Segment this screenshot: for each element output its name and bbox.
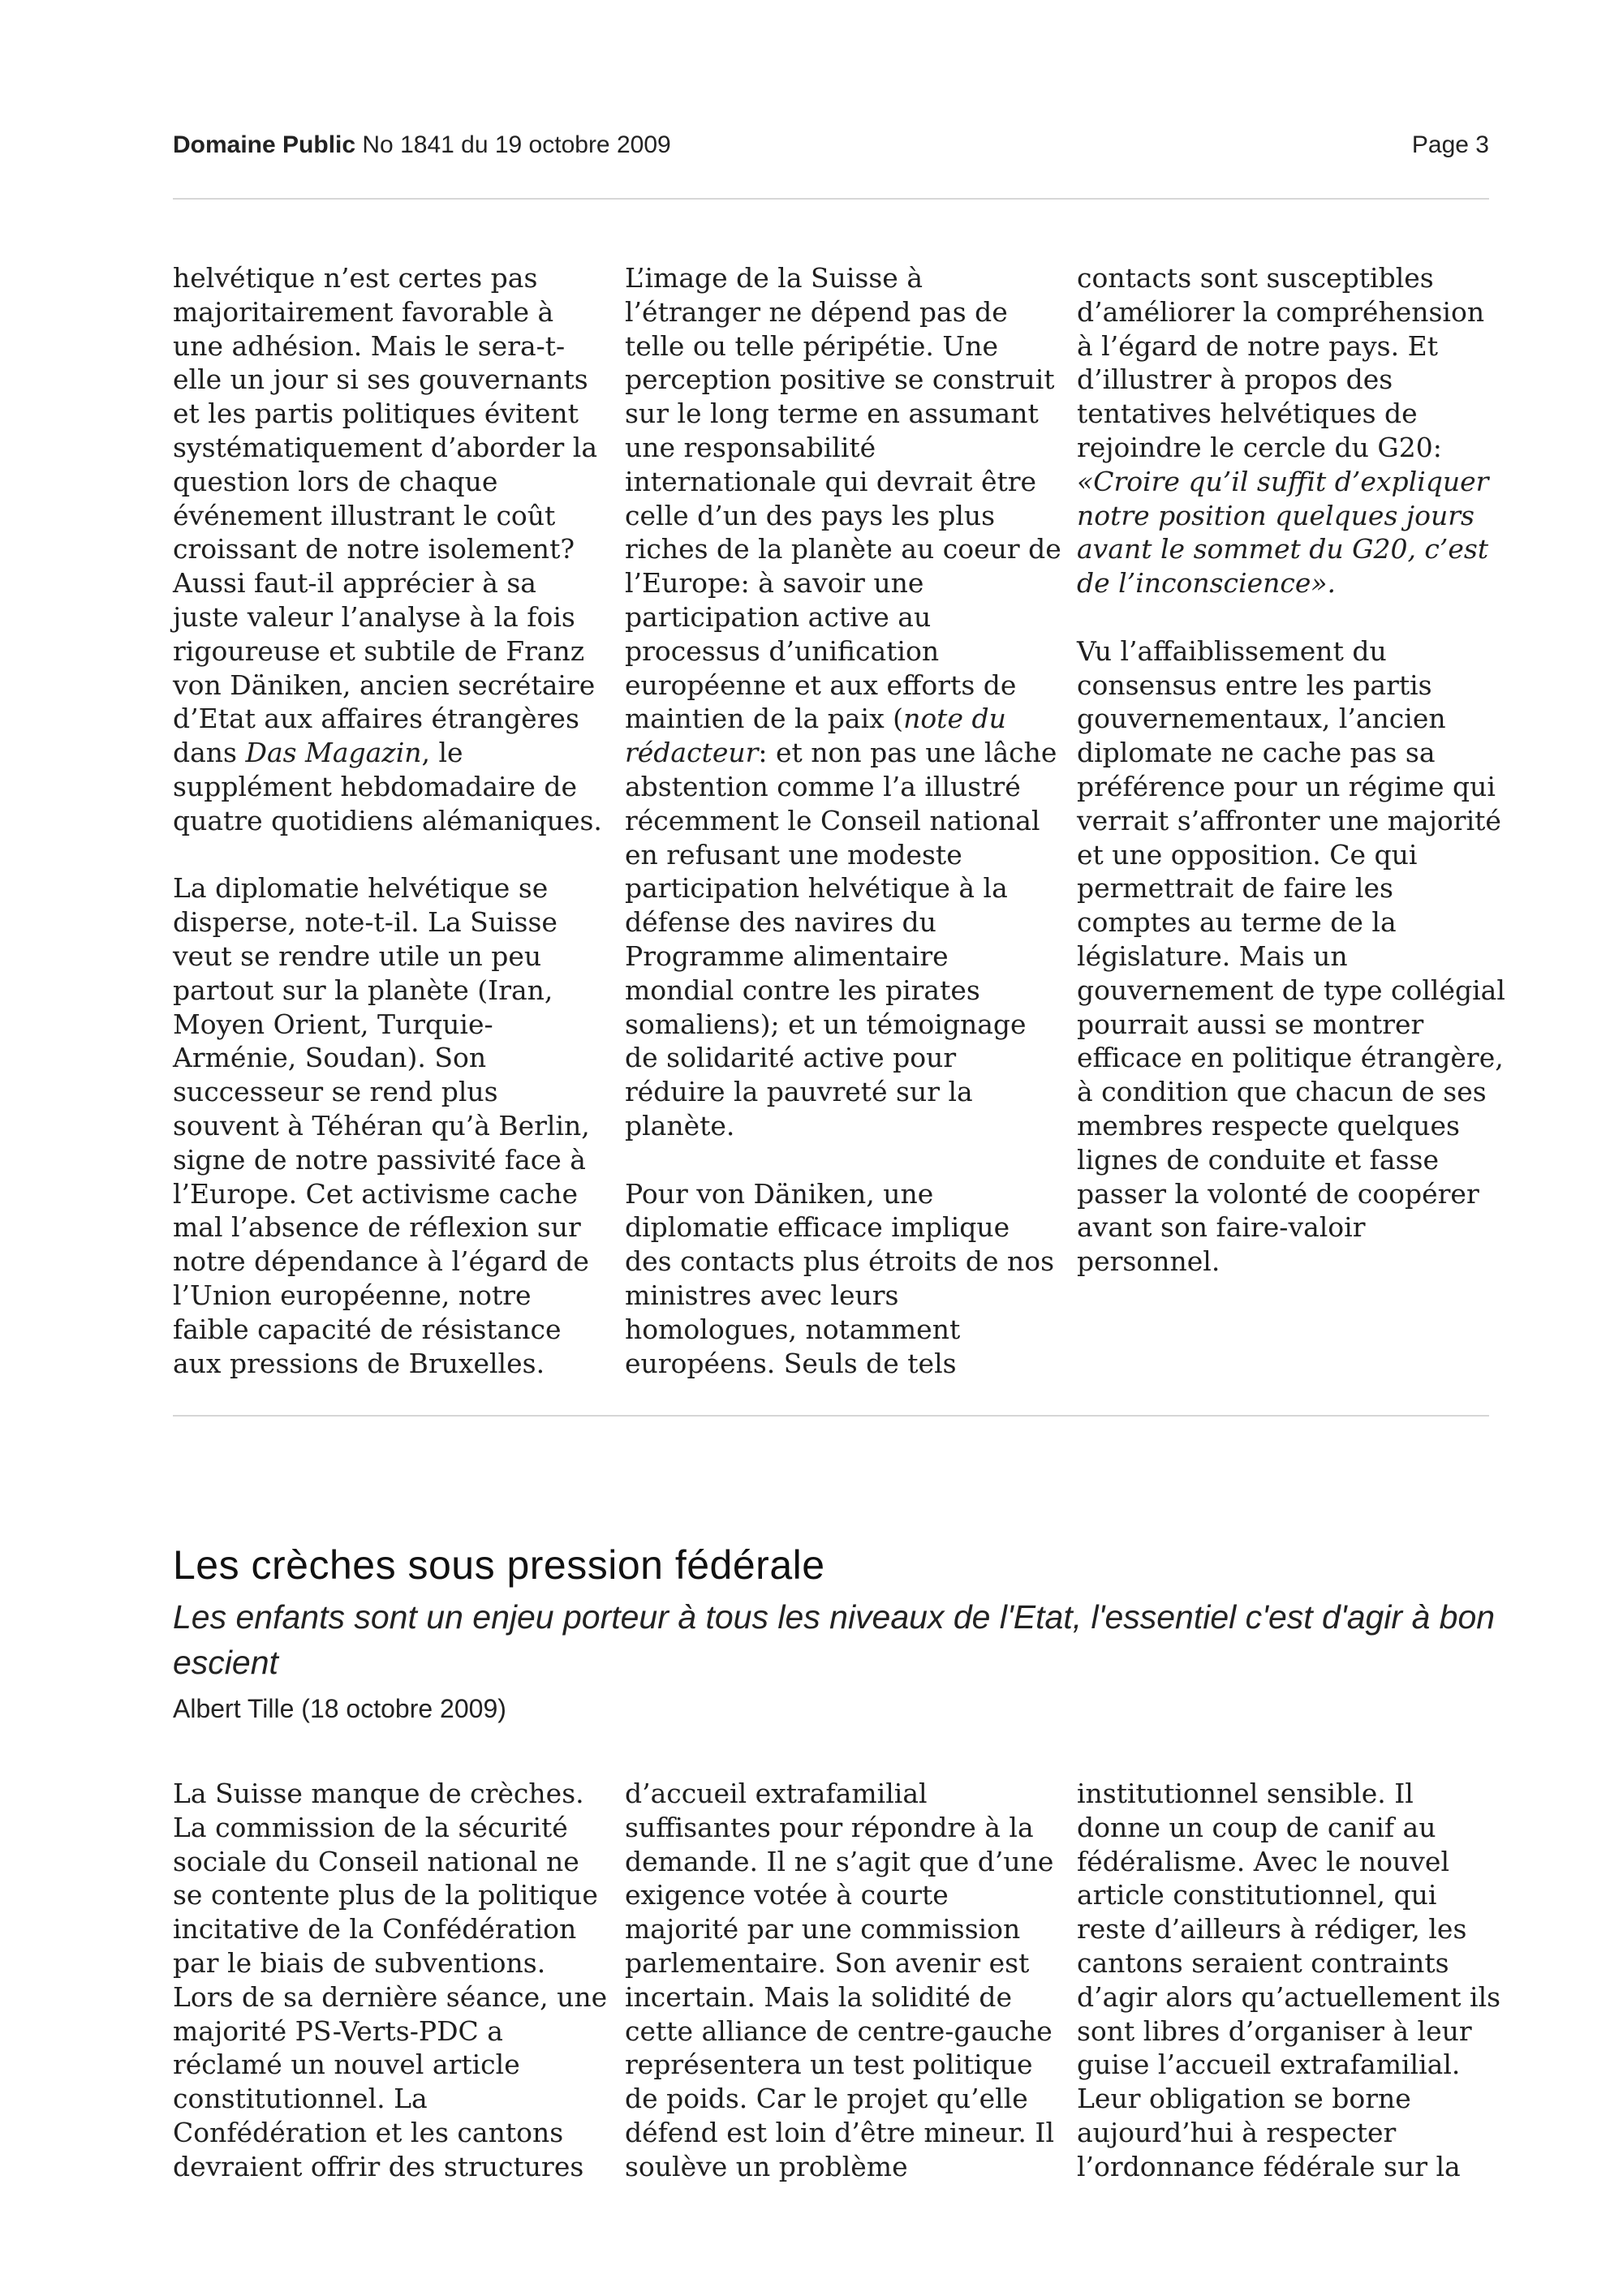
text-line: pourrait aussi se montrer bbox=[1077, 1008, 1424, 1040]
text-line: une responsabilité bbox=[625, 431, 876, 463]
text-line: récemment le Conseil national bbox=[625, 804, 1040, 836]
text-line: d’agir alors qu’actuellement ils bbox=[1077, 1980, 1501, 2013]
text-line: une adhésion. Mais le sera-t- bbox=[173, 329, 566, 362]
article1-col2-paragraph-2 bbox=[625, 1177, 1055, 1381]
text-line: représentera un test politique bbox=[625, 2049, 1033, 2081]
text-line: Vu l’affaiblissement du bbox=[1077, 634, 1387, 667]
text-line: verrait s’affronter une majorité bbox=[1077, 804, 1501, 836]
text-line: défense des navires du bbox=[625, 906, 936, 939]
text-line: aux pressions de Bruxelles. bbox=[173, 1347, 545, 1379]
text-line: Moyen Orient, Turquie- bbox=[173, 1008, 493, 1040]
text-line: Lors de sa dernière séance, une bbox=[173, 1980, 608, 2013]
text-line: personnel. bbox=[1077, 1245, 1220, 1278]
article1-col3-paragraph-2 bbox=[1077, 634, 1507, 1279]
text-line: participation helvétique à la bbox=[625, 872, 1008, 905]
text-line: Pour von Däniken, une bbox=[625, 1177, 934, 1210]
text-line: gouvernementaux, l’ancien bbox=[1077, 703, 1446, 735]
article1-col3-paragraph-1 bbox=[1077, 261, 1507, 600]
text-line: l’Europe. Cet activisme cache bbox=[173, 1177, 579, 1210]
text-line: veut se rendre utile un peu bbox=[173, 939, 542, 972]
text-line: gouvernement de type collégial bbox=[1077, 974, 1505, 1006]
text-line: elle un jour si ses gouvernants bbox=[173, 363, 588, 396]
text-line: majorité PS-Verts-PDC a bbox=[173, 2014, 503, 2047]
text-line: partout sur la planète (Iran, bbox=[173, 974, 553, 1006]
text-line: question lors de chaque bbox=[173, 465, 498, 497]
text-line: par le biais de subventions. bbox=[173, 1946, 546, 1979]
text-line: de solidarité active pour bbox=[625, 1042, 957, 1074]
text-line: tentatives helvétiques de bbox=[1077, 398, 1418, 430]
article1-col1-paragraph-1: helvétique n’est certes pas majoritairement favorable à une adhésion. Mais le sera-t- elle un jour si ses gouvernants et les partis politiques évitent systématiquement d’aborder la question lors de chaque événement illustrant le coût croissant de notre isolement? Aussi faut-il apprécier à sa juste valeur l’analyse à la fois rigoureuse et subtile de Franz von Däniken, ancien secrétaire d’Etat aux affaires étrangères dans Das Magazin, le supplément hebdomadaire de quatre quotidiens alémaniques. bbox=[173, 262, 602, 836]
text-line: homologues, notamment bbox=[625, 1313, 961, 1345]
text-line: consensus entre les partis bbox=[1077, 669, 1432, 701]
text-line: aujourd’hui à respecter bbox=[1077, 2116, 1397, 2148]
g20-quote bbox=[1077, 465, 1507, 600]
text-line: diplomatie efficace implique bbox=[625, 1211, 1010, 1244]
header-divider bbox=[173, 198, 1489, 200]
article2-title: Les crèches sous pression fédérale bbox=[173, 1542, 825, 1588]
text-line: majorité par une commission bbox=[625, 1913, 1021, 1946]
text-line: membres respecte quelques bbox=[1077, 1109, 1460, 1142]
text-line: constitutionnel. La bbox=[173, 2083, 428, 2115]
text-line: processus d’unification bbox=[625, 634, 940, 667]
text-line: parlementaire. Son avenir est bbox=[625, 1946, 1030, 1979]
text-line: helvétique n’est certes pas bbox=[173, 262, 538, 294]
article1-col2-paragraph-1: L’image de la Suisse à l’étranger ne dépend pas de telle ou telle péripétie. Une perception positive se construit sur le long terme en assumant une responsabilité internationale qui devrait être celle d’un des pays les plus riches de la planète au coeur de l’Europe: à savoir une participation active au processus d’unification européenne et aux efforts de maintien de la paix (note du rédacteur: et non pas une lâche abstention comme l’a illustré récemment le Conseil national en refusant une modeste participation helvétique à la défense des navires du Programme alimentaire mondial contre les pirates somaliens); et un témoignage de solidarité active pour réduire la pauvreté sur la planète. bbox=[625, 262, 1061, 1142]
text-line: rejoindre le cercle du G20: bbox=[1077, 431, 1442, 463]
text-line: successeur se rend plus bbox=[173, 1076, 498, 1108]
magazine-title: Das Magazin bbox=[245, 737, 422, 769]
text-line: von Däniken, ancien secrétaire bbox=[173, 669, 596, 701]
text-line: l’étranger ne dépend pas de bbox=[625, 295, 1008, 328]
text-line: notre dépendance à l’égard de bbox=[173, 1245, 589, 1278]
text-line: sont libres d’organiser à leur bbox=[1077, 2014, 1472, 2047]
text-line: sur le long terme en assumant bbox=[625, 398, 1039, 430]
text-line: Aussi faut-il apprécier à sa bbox=[173, 567, 536, 600]
text-line: lignes de conduite et fasse bbox=[1077, 1143, 1439, 1176]
article2-byline: Albert Tille (18 octobre 2009) bbox=[173, 1694, 506, 1723]
text-line: incertain. Mais la solidité de bbox=[625, 1980, 1013, 2013]
text-line: participation active au bbox=[625, 600, 932, 633]
text-line: La diplomatie helvétique se bbox=[173, 872, 549, 905]
editor-note: note du bbox=[903, 703, 1006, 735]
text-line: avant le sommet du G20, c’est bbox=[1077, 533, 1489, 565]
text-line: défend est loin d’être mineur. Il bbox=[625, 2116, 1054, 2148]
article1-column-1 bbox=[173, 261, 603, 1414]
text-line: l’ordonnance fédérale sur la bbox=[1077, 2150, 1461, 2182]
text-line: demande. Il ne s’agit que d’une bbox=[625, 1845, 1054, 1877]
text-line: devraient offrir des structures bbox=[173, 2150, 584, 2182]
text-line: La commission de la sécurité bbox=[173, 1811, 568, 1843]
text-line: contacts sont susceptibles bbox=[1077, 262, 1434, 294]
text-line: permettrait de faire les bbox=[1077, 872, 1393, 905]
text-line: mondial contre les pirates bbox=[625, 974, 980, 1006]
article1-col1-paragraph-2 bbox=[173, 871, 603, 1380]
text-line: diplomate ne cache pas sa bbox=[1077, 737, 1436, 769]
text-line: souvent à Téhéran qu’à Berlin, bbox=[173, 1109, 590, 1142]
article1-column-3 bbox=[1077, 261, 1507, 1313]
text-line: européens. Seuls de tels bbox=[625, 1347, 957, 1379]
editor-note-2: rédacteur bbox=[625, 737, 759, 769]
text-line: d’illustrer à propos des bbox=[1077, 363, 1393, 396]
text-line: Arménie, Soudan). Son bbox=[173, 1042, 487, 1074]
text-line: cantons seraient contraints bbox=[1077, 1946, 1449, 1979]
text-line: d’améliorer la compréhension bbox=[1077, 295, 1485, 328]
issue-info: No 1841 du 19 octobre 2009 bbox=[362, 131, 671, 158]
text-line: signe de notre passivité face à bbox=[173, 1143, 586, 1176]
text-line: croissant de notre isolement? bbox=[173, 533, 575, 565]
text-line: événement illustrant le coût bbox=[173, 499, 556, 531]
text-line: sociale du Conseil national ne bbox=[173, 1845, 579, 1877]
text-line: européenne et aux efforts de bbox=[625, 669, 1017, 701]
text-line: article constitutionnel, qui bbox=[1077, 1879, 1437, 1911]
article2-col3-paragraph bbox=[1077, 1777, 1507, 2184]
text-line: Programme alimentaire bbox=[625, 939, 949, 972]
text-line: à condition que chacun de ses bbox=[1077, 1076, 1487, 1108]
text-line: juste valeur l’analyse à la fois bbox=[173, 600, 575, 633]
text-line: efficace en politique étrangère, bbox=[1077, 1042, 1504, 1074]
text-line: des contacts plus étroits de nos bbox=[625, 1245, 1055, 1278]
text-line: suffisantes pour répondre à la bbox=[625, 1811, 1034, 1843]
text-line: telle ou telle péripétie. Une bbox=[625, 329, 999, 362]
text-line: supplément hebdomadaire de bbox=[173, 770, 578, 802]
text-line: de l’inconscience». bbox=[1077, 567, 1337, 600]
text-line: institutionnel sensible. Il bbox=[1077, 1778, 1414, 1809]
text-line: disperse, note-t-il. La Suisse bbox=[173, 906, 558, 939]
text-line: faible capacité de résistance bbox=[173, 1313, 562, 1345]
text-line: d’accueil extrafamilial bbox=[625, 1778, 928, 1809]
text-line: reste d’ailleurs à rédiger, les bbox=[1077, 1913, 1467, 1946]
text-line: Confédération et les cantons bbox=[173, 2116, 564, 2148]
text-line: fédéralisme. Avec le nouvel bbox=[1077, 1845, 1450, 1877]
text-line: réduire la pauvreté sur la bbox=[625, 1076, 973, 1108]
text-line: et une opposition. Ce qui bbox=[1077, 838, 1418, 871]
text-line: perception positive se construit bbox=[625, 363, 1055, 396]
article2-col1-paragraph bbox=[173, 1777, 608, 2184]
page-header bbox=[173, 131, 1489, 172]
text-line: «Croire qu’il suffit d’expliquer bbox=[1077, 465, 1489, 497]
publication-name: Domaine Public bbox=[173, 131, 356, 158]
text-line: somaliens); et un témoignage bbox=[625, 1008, 1027, 1040]
text-line: quatre quotidiens alémaniques. bbox=[173, 804, 602, 836]
text-line: exigence votée à courte bbox=[625, 1879, 949, 1911]
text-line: et les partis politiques évitent bbox=[173, 398, 579, 430]
text-line: cette alliance de centre-gauche bbox=[625, 2014, 1053, 2047]
text-line: celle d’un des pays les plus bbox=[625, 499, 996, 531]
text-line: préférence pour un régime qui bbox=[1077, 770, 1496, 802]
text-line: systématiquement d’aborder la bbox=[173, 431, 598, 463]
text-line: La Suisse manque de crèches. bbox=[173, 1778, 584, 1809]
text-line: Leur obligation se borne bbox=[1077, 2083, 1411, 2115]
article2-column-3 bbox=[1077, 1777, 1507, 2217]
text-line: notre position quelques jours bbox=[1077, 499, 1474, 531]
article1-column-2 bbox=[625, 261, 1061, 1414]
text-line: ministres avec leurs bbox=[625, 1279, 899, 1311]
text-line: en refusant une modeste bbox=[625, 838, 962, 871]
text-line: réclamé un nouvel article bbox=[173, 2049, 520, 2081]
text-line: L’image de la Suisse à bbox=[625, 262, 923, 294]
article2-col2-paragraph bbox=[625, 1777, 1055, 2184]
page-number: Page 3 bbox=[1411, 131, 1489, 158]
text-line: comptes au terme de la bbox=[1077, 906, 1397, 939]
text-line: incitative de la Confédération bbox=[173, 1913, 577, 1946]
text-line: guise l’accueil extrafamilial. bbox=[1077, 2049, 1461, 2081]
text-line: majoritairement favorable à bbox=[173, 295, 554, 328]
article2-subtitle: Les enfants sont un enjeu porteur à tous les niveaux de l'Etat, l'essentiel c'est d'agir à bon escient bbox=[173, 1598, 1496, 1681]
text-line: de poids. Car le projet qu’elle bbox=[625, 2083, 1028, 2115]
text-line: l’Europe: à savoir une bbox=[625, 567, 924, 600]
text-line: donne un coup de canif au bbox=[1077, 1811, 1436, 1843]
text-line: soulève un problème bbox=[625, 2150, 908, 2182]
text-line: riches de la planète au coeur de bbox=[625, 533, 1061, 565]
article2-column-1 bbox=[173, 1777, 608, 2217]
text-line: à l’égard de notre pays. Et bbox=[1077, 329, 1438, 362]
text-line: d’Etat aux affaires étrangères bbox=[173, 703, 579, 735]
text-line: internationale qui devrait être bbox=[625, 465, 1037, 497]
text-line: rigoureuse et subtile de Franz bbox=[173, 634, 585, 667]
article2-column-2 bbox=[625, 1777, 1055, 2217]
text-line: planète. bbox=[625, 1109, 735, 1142]
text-line: mal l’absence de réflexion sur bbox=[173, 1211, 581, 1244]
text-line: passer la volonté de coopérer bbox=[1077, 1177, 1479, 1210]
text-line: avant son faire-valoir bbox=[1077, 1211, 1366, 1244]
article-divider bbox=[173, 1415, 1489, 1417]
text-line: législature. Mais un bbox=[1077, 939, 1348, 972]
text-line: l’Union européenne, notre bbox=[173, 1279, 532, 1311]
text-line: se contente plus de la politique bbox=[173, 1879, 598, 1911]
text-line: abstention comme l’a illustré bbox=[625, 770, 1021, 802]
